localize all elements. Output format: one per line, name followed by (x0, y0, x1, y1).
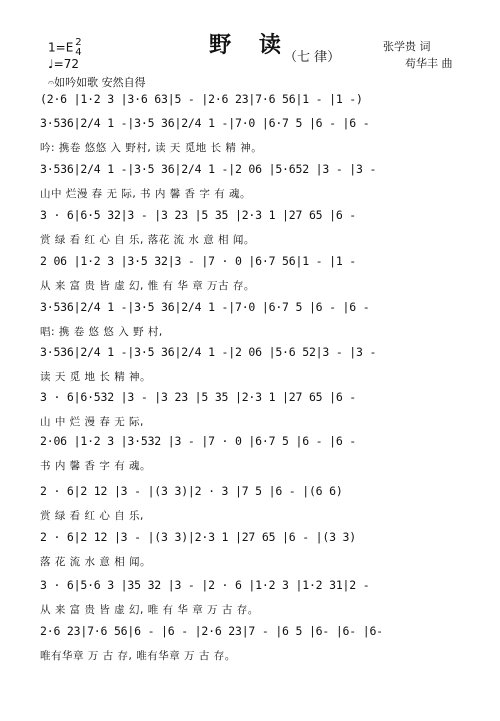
time-signature (75, 38, 81, 58)
composer-credit: 苟华丰 曲 (405, 57, 453, 70)
lyricist-credit: 张学贵 词 (383, 40, 431, 53)
time-numerator: 2 (75, 37, 82, 48)
notation-line: 2·06 |1·2 3 |3·532 |3 - |7 · 0 |6·7 5 |6 - |6 - (40, 434, 357, 448)
notation-line: 2 06 |1·2 3 |3·5 32|3 - |7 · 0 |6·7 56|1 - |1 - (40, 254, 357, 268)
lyric-line: 山 中 烂 漫 春 无 际, (40, 416, 144, 428)
song-subtitle: （七 律） (284, 50, 341, 65)
lyric-line: 赏 绿 看 红 心 自 乐, 落花 流 水 意 相 闻。 (40, 234, 255, 246)
song-title: 野 读 (209, 32, 291, 58)
lyric-line: 从 来 富 贵 皆 虚 幻, 惟 有 华 章 万古 存。 (40, 280, 255, 292)
notation-line: 3 · 6|6·532 |3 - |3 23 |5 35 |2·3 1 |27 65 |6 - (40, 390, 357, 404)
lyric-line: 唯有华章 万 古 存, 唯有华章 万 古 存。 (40, 650, 236, 662)
tempo-marking: ♩=72 (48, 57, 79, 71)
notation-line: (2·6 |1·2 3 |3·6 63|5 - |2·6 23|7·6 56|1 - |1 -) (40, 92, 363, 106)
lyric-line: 读 天 觅 地 长 精 神。 (40, 371, 152, 383)
lyric-line: 唱: 携 卷 悠 悠 入 野 村, (40, 326, 163, 338)
notation-line: 3 · 6|5·6 3 |35 32 |3 - |2 · 6 |1·2 3 |1·2 31|2 - (40, 578, 370, 592)
key-signature (48, 38, 82, 58)
key-label: 1=E (48, 40, 74, 55)
lyric-line: 吟: 携卷 悠悠 入 野村, 读 天 觅地 长 精 神。 (40, 142, 263, 154)
expression-marking: 𝄐如吟如歌 安然自得 (48, 76, 146, 89)
notation-line: 3·536|2/4 1 -|3·5 36|2/4 1 -|2 06 |5·6 52|3 - |3 - (40, 345, 377, 359)
lyric-line: 山中 烂漫 春 无 际, 书 内 馨 香 字 有 魂。 (40, 188, 252, 200)
notation-line: 2 · 6|2 12 |3 - |(3 3)|2·3 1 |27 65 |6 - |(3 3) (40, 530, 357, 544)
notation-line: 3·536|2/4 1 -|3·5 36|2/4 1 -|7·0 |6·7 5 |6 - |6 - (40, 300, 370, 314)
lyric-line: 落 花 流 水 意 相 闻。 (40, 556, 152, 568)
notation-line: 3·536|2/4 1 -|3·5 36|2/4 1 -|2 06 |5·652 |3 - |3 - (40, 162, 377, 176)
lyric-line: 从 来 富 贵 皆 虚 幻, 唯 有 华 章 万 古 存。 (40, 604, 259, 616)
time-denominator: 4 (75, 47, 82, 58)
notation-line: 3·536|2/4 1 -|3·5 36|2/4 1 -|7·0 |6·7 5 |6 - |6 - (40, 116, 370, 130)
lyric-line: 赏 绿 看 红 心 自 乐, (40, 510, 144, 522)
notation-line: 3 · 6|6·5 32|3 - |3 23 |5 35 |2·3 1 |27 65 |6 - (40, 208, 357, 222)
notation-line: 2 · 6|2 12 |3 - |(3 3)|2 · 3 |7 5 |6 - |(6 6) (40, 484, 343, 498)
notation-line: 2·6 23|7·6 56|6 - |6 - |2·6 23|7 - |6 5 |6- |6- |6- (40, 624, 383, 638)
lyric-line: 书 内 馨 香 字 有 魂。 (40, 460, 152, 472)
